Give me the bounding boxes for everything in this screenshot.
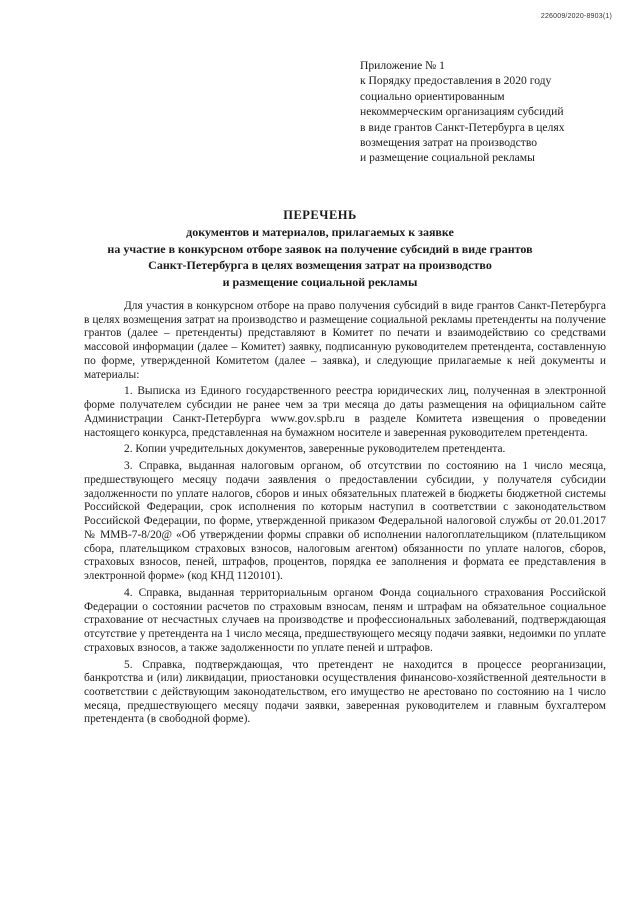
item-2-paragraph: 2. Копии учредительных документов, заверенные руководителем претендента. [124, 443, 506, 456]
item-1-paragraph: 1. Выписка из Единого государственного реестра юридических лиц, полученная в электронной форме получателем субсидии не ранее чем за три месяца до даты размещения на официальном сайте Администрации Санкт-Петербурга www.gov.spb.ru в разделе Комитета извещения о проведении настоящего конкурса, представленная на бумажном носителе и заверенная руководителем претендента. [84, 385, 606, 439]
appendix-line: и размещение социальной рекламы [360, 151, 535, 165]
document-title [0, 207, 640, 290]
appendix-line: социально ориентированным [360, 89, 505, 103]
document-body [84, 300, 606, 730]
item-5-paragraph: 5. Справка, подтверждающая, что претендент не находится в процессе реорганизации, банкротства и (или) ликвидации, приостановки осуществления финансово-хозяйственной деятельности в соответствии с действующим законодательством, его имущество не арестовано по состоянию на 1 число месяца, предшествующего месяцу подачи заявки, заверенная руководителем и главным бухгалтером претендента (в свободной форме). [84, 658, 606, 726]
appendix-line: к Порядку предоставления в 2020 году [360, 74, 552, 88]
title-main: ПЕРЕЧЕНЬ [283, 208, 357, 222]
title-line: и размещение социальной рекламы [222, 274, 418, 289]
title-line: документов и материалов, прилагаемых к заявке [186, 225, 454, 240]
appendix-header [360, 58, 620, 166]
item-4-paragraph: 4. Справка, выданная территориальным органом Фонда социального страхования Российской Федерации о состоянии расчетов по страховым взносам, пеням и штрафам на обязательное социальное страхование от несчастных случаев на производстве и профессиональных заболеваний, подтверждающая отсутствие у претендента на 1 число месяца, предшествующего месяцу подачи заявки, недоимки по уплате страховых взносов, а также задолженности по уплате пеней и штрафов. [84, 586, 606, 654]
intro-paragraph: Для участия в конкурсном отборе на право получения субсидий в виде грантов Санкт-Петербурга в целях возмещения затрат на производство и размещение социальной рекламы претенденты на получение грантов (далее – претенденты) представляют в Комитет по печати и взаимодействию со средствами массовой информации (далее – Комитет) заявку, подписанную руководителем претендента, составленную по форме, утвержденной Комитетом (далее – заявка), и следующие прилагаемые к ней документы и материалы: [84, 300, 606, 381]
item-3-paragraph: 3. Справка, выданная налоговым органом, об отсутствии по состоянию на 1 число месяца, предшествующего месяцу подачи заявления о предоставлении субсидии, у получателя субсидии задолженности по уплате налогов, сборов и иных обязательных платежей в бюджеты бюджетной системы Российской Федерации, срок исполнения по которым наступил в соответствии с законодательством Российской Федерации, по форме, утвержденной приказом Федеральной налоговой службы от 20.01.2017 № ММВ-7-8/20@ «Об утверждении формы справки об исполнении налогоплательщиком (плательщиком сбора, плательщиком страховых взносов, налоговым агентом) обязанности по уплате налогов, сборов, страховых взносов, пеней, штрафов, процентов, порядка ее заполнения и формата ее представления в электронной форме» (код КНД 1120101). [84, 460, 606, 582]
document-number: 226009/2020-8903(1) [540, 13, 612, 20]
title-line: на участие в конкурсном отборе заявок на получение субсидий в виде грантов [107, 241, 533, 256]
appendix-line: Приложение № 1 [360, 59, 445, 72]
appendix-line: некоммерческим организациям субсидий [360, 105, 564, 119]
title-line: Санкт-Петербурга в целях возмещения затрат на производство [148, 258, 492, 273]
appendix-line: в виде грантов Санкт-Петербурга в целях [360, 120, 565, 134]
appendix-line: возмещения затрат на производство [360, 136, 538, 150]
